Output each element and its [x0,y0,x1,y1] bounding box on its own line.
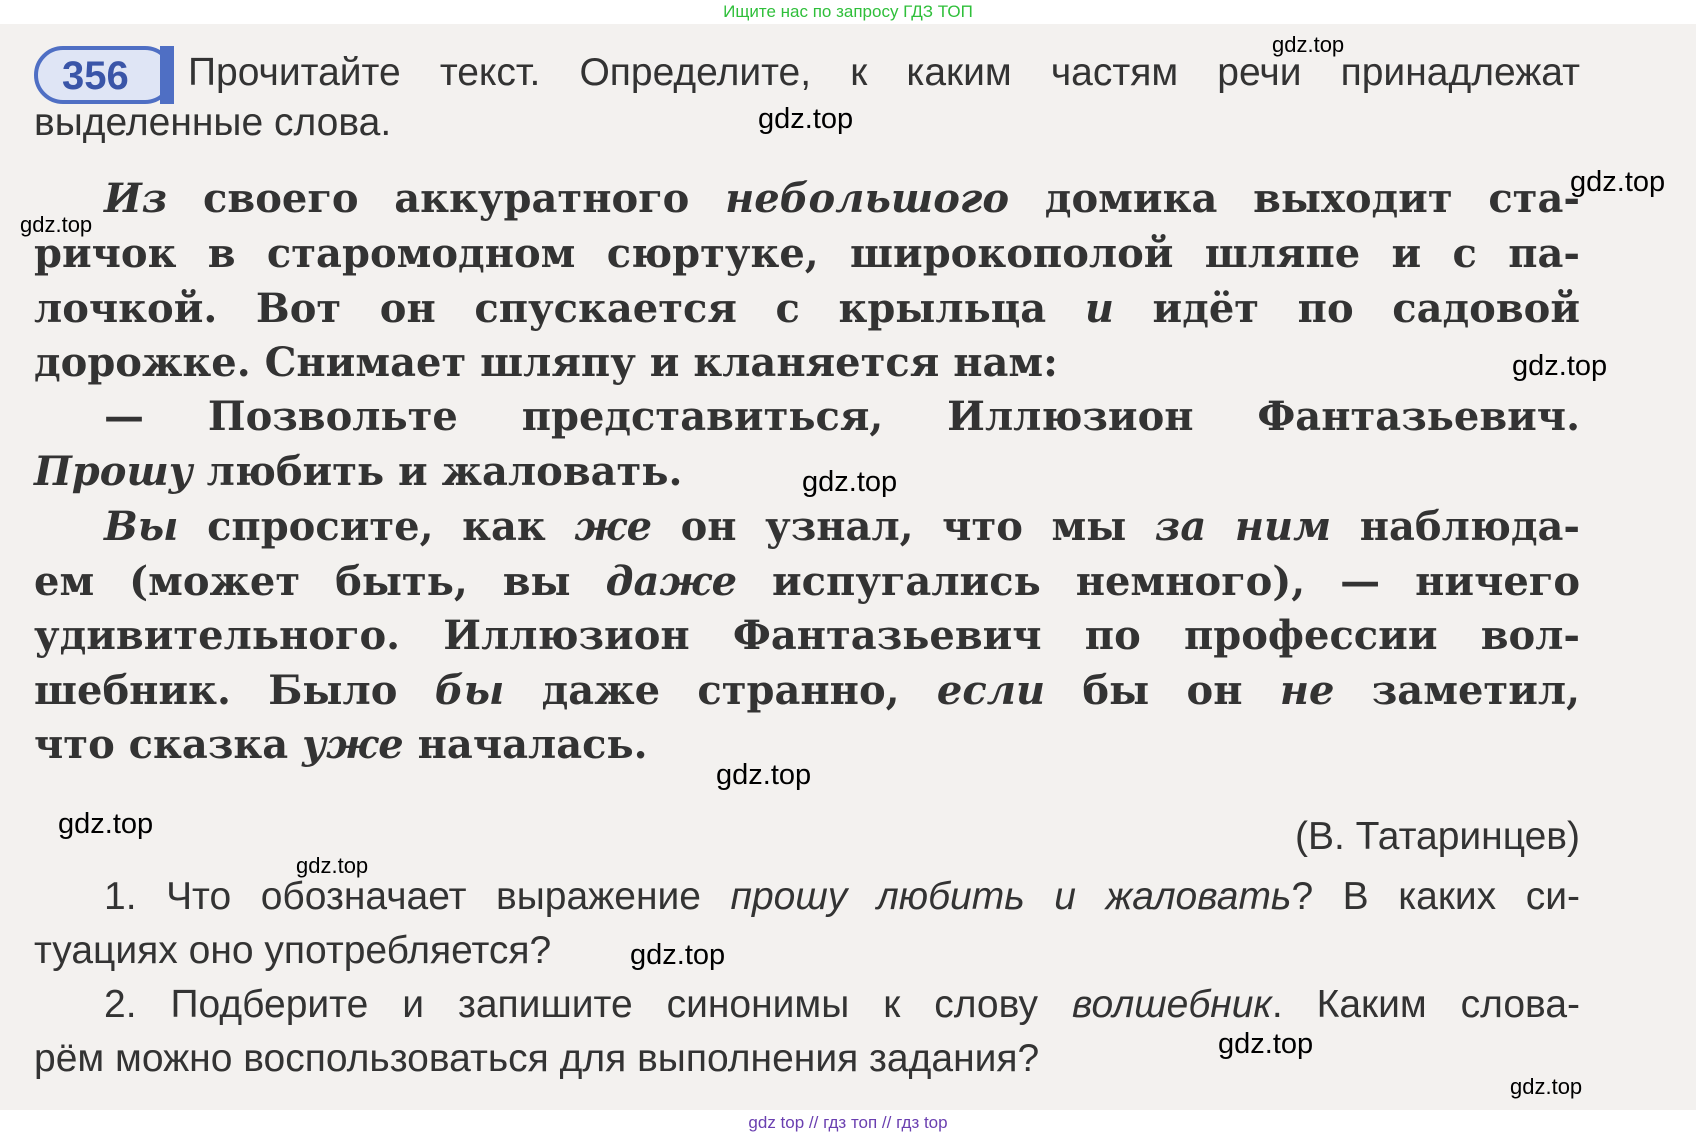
watermark: gdz.top [1510,1074,1583,1099]
author-line [34,812,1580,862]
text-fragment: заметил, [1334,667,1580,714]
highlighted-word: за ним [1154,503,1332,550]
text-line-8 [34,555,1580,609]
highlighted-word: же [574,503,653,550]
text-fragment: своего аккуратного [167,175,726,222]
watermark: gdz.top [296,853,369,878]
text-fragment: идёт по садовой [1113,285,1580,332]
watermark: gdz.top [1218,1028,1314,1060]
text-fragment: спросите, как [178,503,575,550]
text-line-10 [34,664,1580,718]
highlighted-word: если [936,667,1046,714]
highlighted-word: уже [302,721,404,768]
highlighted-word: даже [605,558,738,605]
question-fragment: рём можно воспользоваться для выполнения задания? [34,1037,1040,1080]
text-line-1 [104,172,1580,226]
instruction-line-1 [188,48,1580,98]
watermark: gdz.top [1272,32,1345,57]
text-fragment: шебник. Было [34,667,435,714]
text-fragment: ем (может быть, вы [34,558,606,605]
question-fragment: ? В каких си- [1291,875,1580,918]
question-1-line-2 [34,926,1580,976]
question-highlight: прошу любить и жаловать [730,875,1292,918]
question-2-line-2 [34,1034,1580,1084]
text-fragment: ричок в старомодном сюртуке, широкополой шляпе и с па- [34,230,1580,277]
text-line-3 [34,282,1580,336]
text-line-2 [34,227,1580,281]
watermark: gdz.top [630,939,726,971]
text-fragment: любить и жаловать. [192,448,683,495]
watermark: gdz.top [716,759,812,791]
text-line-7 [104,500,1580,554]
question-fragment: . Каким слова- [1271,983,1580,1026]
text-fragment: он узнал, что мы [652,503,1155,550]
question-fragment: 1. Что обозначает выражение [104,875,731,918]
watermark: gdz.top [758,103,854,135]
question-2-line-1 [104,980,1580,1030]
text-fragment: началась. [403,721,648,768]
text-line-4 [34,336,1580,390]
text-fragment: наблюда- [1331,503,1581,550]
text-line-9 [34,609,1580,663]
text-fragment: удивительного. Иллюзион Фантазьевич по профессии вол- [34,612,1580,659]
highlighted-word: не [1279,667,1335,714]
highlighted-word: Вы [104,503,179,550]
watermark: gdz.top [802,466,898,498]
question-fragment: 2. Подберите и запишите синонимы к слову [104,983,1072,1026]
exercise-number-badge [34,46,174,104]
footer-links[interactable]: gdz top // гдз топ // гдз top [0,1110,1696,1138]
text-fragment: что сказка [34,721,303,768]
highlighted-word: Прошу [34,448,193,495]
text-fragment: лочкой. Вот он спускается с крыльца [34,285,1085,332]
highlighted-word: бы [434,667,505,714]
watermark: gdz.top [1512,350,1608,382]
text-fragment: — Позвольте представиться, Иллюзион Фантазьевич. [104,393,1580,440]
question-1-line-1 [104,872,1580,922]
watermark: gdz.top [1570,166,1666,198]
instruction-text-1: Прочитайте текст. Определите, к каким частям речи принадлежат [188,51,1580,94]
question-fragment: туациях оно употребляется? [34,929,552,972]
text-fragment: бы он [1045,667,1280,714]
text-fragment: испугались немного), — ничего [737,558,1580,605]
highlighted-word: Из [104,175,168,222]
highlighted-word: и [1084,285,1114,332]
text-line-5 [104,390,1580,444]
author: (В. Татаринцев) [1295,815,1580,858]
question-highlight: волшебник [1071,983,1272,1026]
text-fragment: дорожке. Снимает шляпу и кланяется нам: [34,339,1058,386]
instruction-text-2: выделенные слова. [34,101,392,144]
text-fragment: даже странно, [504,667,937,714]
badge-tail [160,46,174,104]
watermark: gdz.top [58,808,154,840]
watermark: gdz.top [20,212,93,237]
text-fragment: домика выходит ста- [1009,175,1580,222]
highlighted-word: небольшого [725,175,1010,222]
top-banner[interactable]: Ищите нас по запросу ГДЗ ТОП [0,0,1696,24]
exercise-number: 356 [62,54,129,98]
